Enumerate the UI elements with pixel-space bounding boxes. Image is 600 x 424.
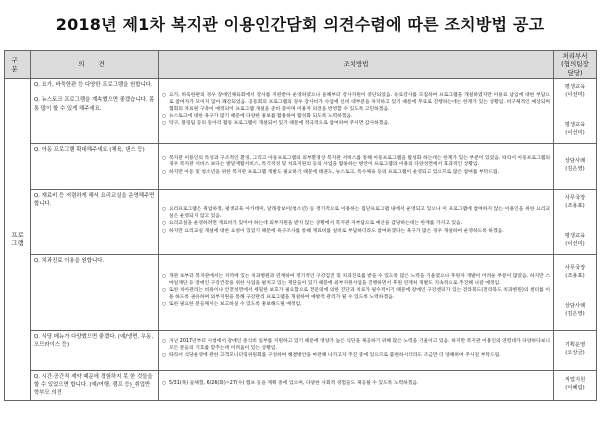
- measure-item: ○ 요리교실을 운영하려면 재료비가 있어야 하는데 외부지원을 받지 않는 상황에서 복지관 자부담으로 예산을 감당하는데는 한계를 가지고 있음.: [162, 221, 550, 228]
- dept-name: 평생교육: [564, 121, 586, 128]
- table-row: [5, 143, 597, 189]
- opinion-cell: [31, 143, 159, 189]
- header-dept-line2: (협의팀장: [561, 60, 589, 69]
- measure-item: ○ 지난 2017년부터 시청에서 장애인 중식비 일부를 지원하고 있기 때문에 영양가 높은 식단을 제공하기 위해 많은 노력을 기울이고 있음. 하지만 복지관 이용인의 연령대가 다양하다보니 모든 분들의 기호를 맞추는데 어려움이 있는 상황임.: [162, 339, 550, 353]
- dept-block: [557, 233, 593, 249]
- dept-name: 상담사례: [564, 303, 586, 309]
- measure-item: ○ 요가, 바둑한판의 경우 장애인체육회에서 강사를 지원받아 운영하였으나 올해부터 강사지원이 중단되었음. 유료강사를 모집하여 프로그램을 개설하였지만 이용료 납입에 대한 부담으로 참여자가 모이지 않아 폐강되었음. 공동회의 프로그램의 경우 강사비가 사업에 신비 대부분을 차지하고 있기 때문에 무료로 진행하는데는 한계가 있는 상황임. 비구체적인 예상되며 협회의 자료원 구축이 예정되어 프로그램 개설을 준비 중이며 이용자 의견을 반영할 수 있도록 고민하겠음.: [162, 93, 550, 113]
- header-section: 구 분: [5, 51, 31, 79]
- dept-cell: [554, 79, 597, 144]
- dept-cell: [554, 254, 597, 330]
- table-row: [5, 79, 597, 144]
- dept-person: (이선미): [565, 129, 585, 136]
- dept-block: [557, 195, 593, 211]
- header-dept: [554, 51, 597, 79]
- section-label-line2: 그램: [11, 239, 24, 248]
- section-label: [5, 79, 31, 401]
- measure-item: ○ 복지관 이용인의 특성과 구조적인 환경, 그리고 아동프로그램의 외부환경상 복지관 서비스를 통해 아동프로그램을 활성화 하는데는 한계가 있는 부분이 있었음. 따라서 아동프로그램의 경우 복지관 서비스 보다는 발달재활서비스, 특기적성 및 치료지원의 등의 사업을 활용하는 방안이 프로그램의 이용의 다양성면에서 효과적인 상황임.: [162, 156, 550, 170]
- dept-name: 사무국장: [564, 194, 586, 201]
- opinion-text: Q. 시간·공간적 제약 때문에 경험하지 못 한 것들을 할 수 있었으면 합니다. (예/여행, 캠프 등)_취업반 학부모 의견: [34, 373, 153, 397]
- measure-cell: [159, 330, 554, 370]
- opinion-text: Q. 뉴스토크 프로그램을 계속했으면 좋겠습니다. 몸통 많이 할 수 있게 해주세요.: [34, 97, 155, 112]
- measure-item: ○ 하지만 요리교실 개설에 대한 요청이 있었기 때문에 욕구조사를 통해 재료비를 실비로 부담하더라도 참여하겠다는 욕구가 많은 경우 개설하여 운영하도록 하겠음.: [162, 229, 550, 236]
- table-row: [5, 330, 597, 370]
- dept-cell: [554, 330, 597, 370]
- opinion-cell: [31, 189, 159, 254]
- dept-cell: [554, 370, 597, 400]
- measure-item: ○ 하지만 아동 및 청소년을 위한 복지관 프로그램 개발도 필요하기 때문에 태권도, 뉴스토크, 특수체육 등의 프로그램이 운영되고 있으므로 많은 참여를 부탁드림.: [162, 170, 550, 177]
- dept-name: 직업지원: [564, 377, 586, 384]
- dept-person: (오상금): [565, 350, 585, 356]
- header-opinion: 의 견: [31, 51, 159, 79]
- dept-name: 평생교육: [564, 232, 586, 239]
- measure-item: ○ 탁구, 볼링팀 등의 동아리 활동 프로그램이 개설되어 있기 때문에 적극적으로 참여하여 주시면 감사하겠음.: [162, 121, 550, 128]
- dept-person: (김은영): [565, 166, 585, 173]
- measure-cell: [159, 370, 554, 400]
- opinion-text: Q. 요가, 바둑한판 등 다양한 프로그램을 원합니다.: [34, 82, 153, 88]
- dept-block: [557, 303, 593, 319]
- dept-cell: [554, 143, 597, 189]
- measure-item: ○ 5/31(목) 숲체험, 6/26(화)~27(수) 캠프 등을 계획 중에 있으며, 다양한 사회적 경험들도 제공될 수 있도록 노력하겠음.: [162, 381, 550, 388]
- measure-cell: [159, 143, 554, 189]
- dept-person: (김은영): [565, 310, 585, 317]
- dept-name: 평생교육: [564, 84, 586, 90]
- dept-person: (이선미): [565, 240, 585, 247]
- measure-item: ○ 요리프로그램은 취업하정, 평생교육 아카데미, 달래장보이(청소년) 등 정기적으로 이용하는 집단프로그램 내에서 운영되고 있으나 이 프로그램에 참여하지 않는 이용인을 위한 요리교실은 운영되지 않고 있음.: [162, 207, 550, 221]
- dept-person: (이선미): [565, 91, 585, 98]
- dept-block: [557, 265, 593, 281]
- dept-person: (이혜림): [565, 385, 585, 392]
- opinion-cell: [31, 370, 159, 400]
- dept-block: [557, 377, 593, 393]
- dept-block: [557, 122, 593, 138]
- table-row: [5, 254, 597, 330]
- measure-item: ○ 또한 치아관리는 비용이나 안전성면에서 세밀한 보호가 필요함으로 전문의에 의한 진단과 치료가 필수적이기 때문에 장애인 구강센터가 있는 전라북도(전라북도 치과병원)의 센터를 이용 하도록 권유하며 외부지원을 통해 구강관리 프로그램을 개설하여 예방적 관리가 될 수 있도록 노력하겠음.: [162, 288, 550, 302]
- dept-name: 상담사례: [564, 158, 586, 165]
- opinion-text: Q. 아동 프로그램 확대해주세요 (체육, 댄스 등): [34, 146, 145, 153]
- table-header-row: [5, 51, 597, 79]
- dept-block: [557, 158, 593, 174]
- opinion-text: Q. 재료비 등 저렴하게 해서 요리교실을 운영해주면 합니다.: [34, 192, 155, 208]
- dept-block: [557, 84, 593, 100]
- opinion-cell: [31, 330, 159, 370]
- opinion-cell: [31, 254, 159, 330]
- section-label-line1: 프로: [11, 230, 24, 239]
- measure-cell: [159, 189, 554, 254]
- dept-person: (조용표): [565, 273, 585, 280]
- header-measure: 조치방법: [159, 51, 554, 79]
- dept-person: (조용표): [565, 202, 585, 209]
- measure-item: ○ 뉴스토크에 대한 욕구가 많기 때문에 다양한 홍보를 활용하여 활성화 되도록 노력하겠음.: [162, 114, 550, 121]
- opinion-cell: [31, 79, 159, 144]
- dept-name: 기획운영: [564, 342, 586, 349]
- measure-item: ○ 개관 초부터 복지관에서는 지역에 있는 치과병원과 연계하여 정기적인 구강검진 및 치과진료를 받을 수 있도록 많은 노력을 기울였으나 후원자 개발이 어려운 부분이 많았음. 하지만 스마일재단 등 장애인 구강건강을 위한 사업을 펼치고 있는 재단들이 있기 때문에 외부지원사업을 진행하면서 후원 연계처 개발도 지속적으로 추진해 나갈 예정임.: [162, 274, 550, 288]
- measure-item: ○ 또한 필요한 분들께서는 보고하실 수 있도록 홍보해드릴 예정임.: [162, 302, 550, 309]
- measure-cell: [159, 254, 554, 330]
- header-dept-line1: 처리부서: [562, 52, 588, 61]
- page-title: 2018년 제1차 복지관 이용인간담회 의견수렴에 따른 조치방법 공고: [55, 15, 545, 34]
- dept-block: [557, 342, 593, 358]
- opinion-text: Q. 식당 메뉴가 다양했으면 좋겠다. (예/냉면, 우동, 오므라이스 등): [34, 333, 154, 348]
- table-row: [5, 189, 597, 254]
- measure-cell: [159, 79, 554, 144]
- opinion-text: Q. 치과진료 이용을 원합니다.: [34, 257, 105, 264]
- table-row: [5, 370, 597, 400]
- dept-cell: [554, 189, 597, 254]
- header-dept-line3: 담당): [567, 68, 583, 77]
- measures-table: [4, 50, 597, 401]
- measure-item: ○ 따라서 식당운영에 관한 고객모니터링위원회를 구성하여 해결방안을 마련해 나가고자 추진 중에 있으므로 불편하시더라도 조금만 더 양해하여 주시길 부탁드림.: [162, 353, 550, 360]
- dept-name: 사무국장: [564, 265, 586, 272]
